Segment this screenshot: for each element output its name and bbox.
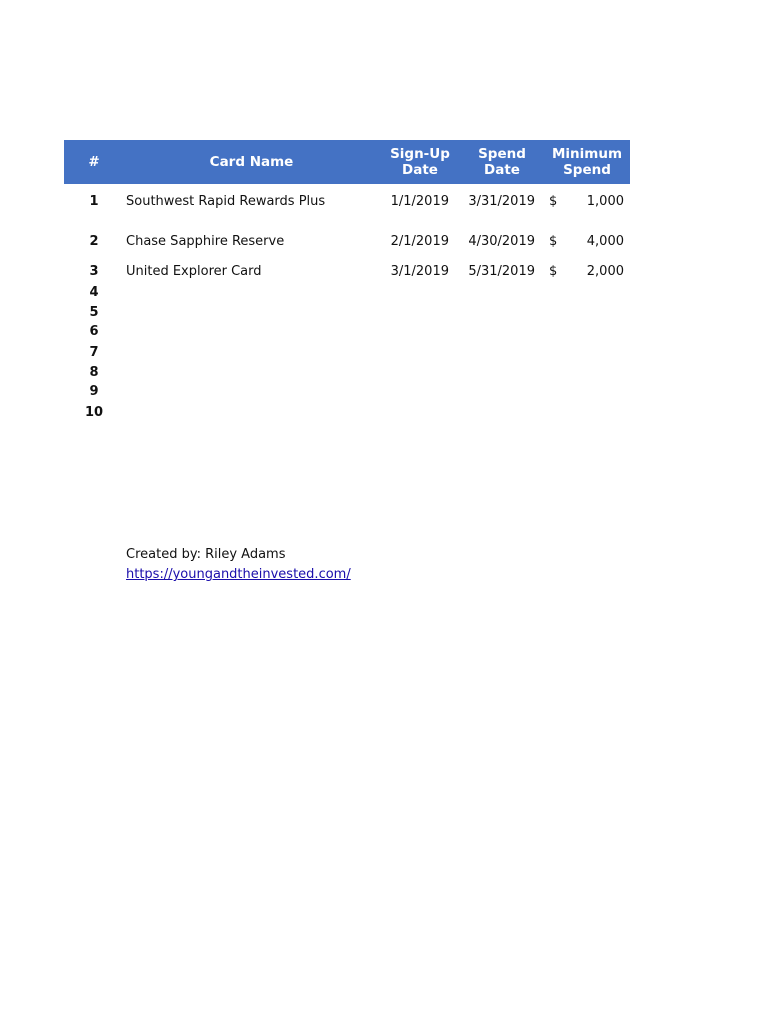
header-spend-date: Spend Date [478, 146, 526, 178]
currency-symbol: $ [549, 264, 558, 279]
row-number: 5 [89, 305, 99, 320]
header-min-spend-line1: Minimum [551, 146, 623, 162]
table-row [64, 283, 630, 303]
table-row [64, 343, 630, 363]
card-name-cell: Southwest Rapid Rewards Plus [126, 194, 326, 209]
row-number: 1 [89, 194, 99, 209]
header-sign-up-line1: Sign-Up [390, 146, 450, 162]
sign-up-date-cell: 1/1/2019 [390, 194, 449, 209]
row-number: 9 [89, 384, 99, 399]
sign-up-date-cell: 3/1/2019 [390, 264, 449, 279]
spend-date-cell: 3/31/2019 [468, 194, 535, 209]
row-number: 2 [89, 234, 99, 249]
currency-symbol: $ [549, 234, 558, 249]
table-row [64, 232, 630, 252]
website-link[interactable]: https://youngandtheinvested.com/ [126, 567, 351, 582]
spend-date-cell: 5/31/2019 [468, 264, 535, 279]
minimum-spend-cell: 1,000 [586, 194, 624, 209]
row-number: 6 [89, 324, 99, 339]
row-number: 8 [89, 365, 99, 380]
header-number: # [88, 154, 100, 170]
header-sign-up-line2: Date [402, 162, 438, 178]
table-row [64, 403, 630, 423]
currency-symbol: $ [549, 194, 558, 209]
row-number: 10 [84, 405, 104, 420]
table-row [64, 303, 630, 323]
sign-up-date-cell: 2/1/2019 [390, 234, 449, 249]
header-sign-up-date [386, 140, 454, 184]
table-row [64, 382, 630, 402]
row-number: 3 [89, 264, 99, 279]
header-card-name: Card Name [209, 154, 294, 170]
header-min-spend-line2: Spend [563, 162, 611, 178]
minimum-spend-cell: 2,000 [586, 264, 624, 279]
card-name-cell: United Explorer Card [126, 264, 262, 279]
created-by-text: Created by: Riley Adams [126, 547, 286, 562]
card-tracker-table [64, 140, 630, 420]
footer-credits [126, 545, 351, 585]
row-number: 4 [89, 285, 99, 300]
spend-date-cell: 4/30/2019 [468, 234, 535, 249]
table-row [64, 322, 630, 342]
header-minimum-spend [548, 140, 626, 184]
table-row [64, 192, 630, 212]
table-row [64, 363, 630, 383]
table-row [64, 262, 630, 282]
table-header [64, 140, 630, 184]
row-number: 7 [89, 345, 99, 360]
card-name-cell: Chase Sapphire Reserve [126, 234, 285, 249]
minimum-spend-cell: 4,000 [586, 234, 624, 249]
